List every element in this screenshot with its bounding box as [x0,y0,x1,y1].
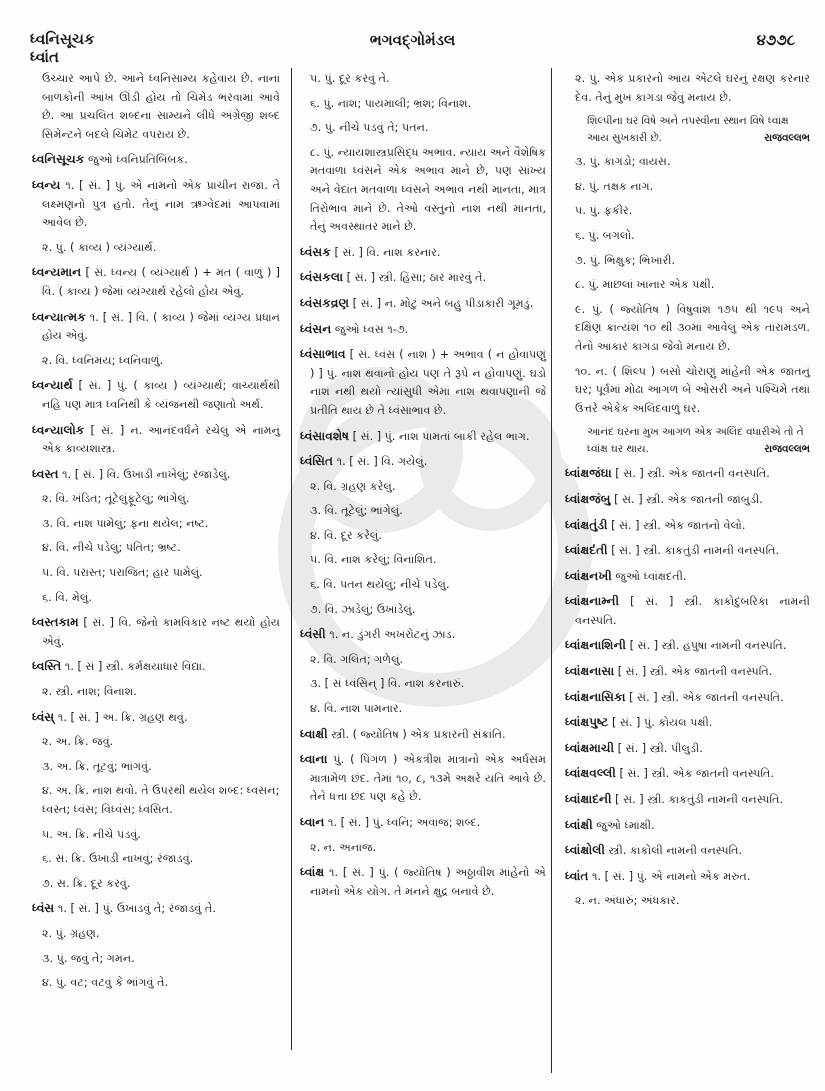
definition-text: પું. ( પિંગળ ) એકત્રીશ માત્રાનો એક અર્ધસમ માત્રામેળ છંદ. તેમાં ૧૦, ૮, ૧૩મે અક્ષરે યતિ આવે છે. તેને ધત્તા છંદ પણ કહે છે. [310,753,546,804]
guide-word-bottom: ધ્વાંત [30,48,59,66]
headword: ધ્વાંક્ષનાસિકા [565,689,626,704]
sub-sense: ૨. પું. ( કાવ્ય ) વ્યંગ્યાર્થ. [42,240,157,254]
quote-source: રાજવલ્લભ [764,443,810,456]
dictionary-entry [565,541,810,561]
headword: ધ્વાંત [565,868,589,883]
page-header [0,0,825,66]
headword: ધ્વાંક્ષ [300,865,325,880]
sub-sense: ૬. વિ. પતન થયેલું; નીચે પડેલું. [310,578,450,592]
definition-text: [ સં. ] સ્ત્રી. કાકતુંડી નામની વનસ્પતિ. [611,793,784,807]
definition-text: ૧. [ સં. ] પું. ( જ્યોતિષ ) અઠ્ઠાવીશ માંહેનો એ નામનો એક યોગ. તે મનને ક્ષુદ્ર બનાવે છે. [310,866,546,898]
dictionary-entry [32,150,280,170]
headword: ધ્વંસક [300,244,331,259]
headword: ધ્વાંક્ષાદની [565,792,612,807]
dictionary-entry [565,739,810,759]
dictionary-entry [32,708,280,728]
definition-text: [ સં. ] સ્ત્રી. એક જાતની વનસ્પતિ. [615,767,774,781]
headword: ધ્વંસકલા [300,270,344,285]
dictionary-entry [300,863,546,901]
dictionary-entry [32,376,280,414]
sub-sense: ૨. સ્ત્રી. નાશ; વિનાશ. [42,685,137,699]
sub-sense: ૩. અ. ક્રિ. તૂટવું; ભાંગવું. [42,759,152,773]
dictionary-column-3 [565,70,810,1071]
sub-sense: ૭. વિ. ઝાડેલું; ઉખાડેલું. [310,602,416,616]
definition-text: [ સં. ] સ્ત્રી. એક જાતની વનસ્પતિ. [625,690,784,704]
definition-text: સ્ત્રી. કાકોલી નામની વનસ્પતિ. [605,844,743,858]
sub-sense: ૫. વિ. પરાસ્ત; પરાજિત; હાર પામેલું. [42,566,203,580]
sub-sense: ૩. પું. જવું તે; ગમન. [42,951,135,965]
sub-sense: ૪. વિ. દૂર કરેલું. [310,528,382,542]
dictionary-entry [300,750,546,807]
dictionary-entry [32,899,280,919]
definition-text: [ સં. ] સ્ત્રી. કાકોદુંબરિકા નામની વનસ્પતિ. [575,595,810,627]
headword: ધ્વન્ય [32,177,61,192]
dictionary-entry [300,268,546,288]
definition-text: ૧. [ સં. ] પું. ધ્વનિ; અવાજ; શબ્દ. [324,816,481,829]
dictionary-entry [565,867,810,887]
dictionary-entry [300,320,546,340]
dictionary-entry [565,764,810,784]
sub-sense: ૬. પું. બગલો. [575,228,635,242]
headword: ધ્વંસિત [300,454,334,469]
headword: ધ્વન્યમાન [32,265,82,280]
sub-sense: ૬. વિ. મેલું. [42,590,92,604]
sub-sense: ૩. પું. કાગડો; વાયસ. [575,155,671,169]
definition-text: [ સં. ] સ્ત્રી. પીલુડી. [614,741,703,755]
headword: ધ્વનિસૂચક [32,152,85,167]
headword: ધ્વાના [300,752,328,767]
sub-sense: ૭. સ. ક્રિ. દૂર કરવું. [42,876,131,890]
guide-word-top: ધ્વનિસૂચક [30,30,95,48]
definition-text: ૧. [ સં ] સ્ત્રી. કર્મક્ષયાધાર વિદ્યા. [61,660,206,674]
dictionary-entry [565,816,810,836]
headword: ધ્વાંક્ષતુંડી [565,517,608,532]
sub-sense: ૩. વિ. નાશ પામેલું; ફના થયેલ; નષ્ટ. [42,516,209,530]
headword: ધ્વાંક્ષપુષ્ટ [565,715,609,730]
definition-text: ૧. [ સં. ] અ. ક્રિ. ગ્રહણ થવું. [54,710,188,724]
dictionary-entry [32,657,280,677]
sub-sense: ૫. અ. ક્રિ. નીચે પડવું. [42,827,141,841]
sub-sense: ૫. પું. દૂર કરવું તે. [310,72,390,85]
headword: ધ્વંસી [300,627,326,642]
headword: ધ્વંસકવ્રણ [300,295,350,310]
sub-sense: ૪. પું. વટ; વટવું કે ભાંગવું તે. [42,976,169,990]
dictionary-entry [565,841,810,861]
sub-sense: ૨. પું. ગ્રહણ. [42,926,100,940]
dictionary-entry [300,345,546,420]
definition-text: ૧. [ સં. ] પું. ઉખાડવું તે; રંજાડવું તે. [54,902,216,916]
definition-text: ૧. [ સં. ] પું. એ નામનો એક પ્રાચીન રાજા. તે લક્ષ્મણનો પુત્ર હતો. તેનું નામ ઋગ્વેદમાં આપવામાં આવેલ છે. [42,178,280,230]
definition-text: ૧. ન. ડુંગરી અખરોટનું ઝાડ. [325,628,456,642]
definition-text: જુઓ ધ્વસ ૧-૭. [331,322,409,336]
headword: ધ્વાંક્ષી [565,817,593,832]
dictionary-entry [32,308,280,346]
sub-sense: ૩. [ સં ધ્વંસિન્ ] વિ. નાશ કરનારું. [310,677,465,691]
headword: ધ્વન્યાત્મક [32,309,86,324]
definition-continuation: ૨. પું. એક પ્રકારનો આય એટલે ઘરનું રક્ષણ કરનાર દેવ. તેનું મુખ કાગડા જેવું મનાય છે. [575,72,810,104]
dictionary-entry [565,490,810,510]
sub-sense: ૨. વિ. ધ્વનિમય; ધ્વનિવાળું. [42,353,164,367]
headword: ધ્વાંક્ષવલ્લી [565,766,616,781]
definition-text: જુઓ ધ્વાંક્ષદંતી. [611,569,687,583]
dictionary-entry [300,452,546,472]
definition-continuation: ૯. પું. ( જ્યોતિષ ) વિષુવાંશ ૧૭૫ થી ૧૯૫ અને દક્ષિણ ક્રાંત્યંશ ૧૦ થી ૩૦માં આવેલું એક તારામંડળ. તેનો આકાર કાગડા જેવો મનાય છે. [575,302,810,353]
headword: ધ્વાંક્ષનખી [565,568,612,583]
dictionary-entry [32,421,280,459]
headword: ધ્વાંક્ષદંતી [565,543,608,558]
headword: ધ્વાંક્ષજંઘા [565,466,612,481]
sub-sense: ૪. વિ. નાશ પામનાર. [310,702,403,716]
headword: ધ્વાંક્ષનાસા [565,664,615,679]
sub-sense: ૨. વિ. ગલિત; ગળેલું. [310,652,404,666]
quote-text: આનંદ ઘરના મુખ આગળ એક અલિંદ વધારીએ તો તે ધ્વાંક્ષ ઘર થાય. [587,426,804,456]
definition-text: જુઓ ધ્વનિપ્રતિબિંબક. [84,153,188,167]
book-title: ભગવદ્ગોમંડલ [369,31,456,49]
sub-sense: ૪. વિ. નીચે પડેલું; પતિત; ભ્રષ્ટ. [42,541,181,555]
headword: ધ્વંસાભાવ [300,347,346,362]
headword: ધ્વંસ્ [32,709,55,724]
definition-text: ૧. [ સં. ] પું. એ નામનો એક મરુત. [588,869,751,883]
sub-sense: ૨. વિ. ગ્રહણ કરેલું. [310,479,396,493]
sub-sense: ૨. વિ. ખંડિત; તૂટેલુંફૂટેલું; ભાંગેલું. [42,492,190,506]
dictionary-entry [32,613,280,651]
headword: ધ્વાંક્ષોલી [565,843,605,858]
headword: ધ્વાન [300,815,325,829]
sub-sense: ૨. ન. અંધારું; અંધકાર. [575,894,680,908]
page-number: ૪૭૭૮ [756,31,795,49]
dictionary-entry [565,464,810,484]
headword: ધ્વસ્તિ [32,659,62,674]
dictionary-entry [300,427,546,447]
dictionary-entry [565,567,810,587]
headword: ધ્વાંક્ષનામ્ની [565,594,620,609]
definition-text: [ સં. ] સ્ત્રી. એક જાતની વનસ્પતિ. [614,665,773,679]
quote-source: રાજવલ્લભ [764,132,810,145]
sub-sense: ૫. વિ. નાશ કરેલું; વિનાશિત. [310,553,437,567]
definition-text: [ સં. ] સ્ત્રી. એક જાતનો વેલો. [607,518,746,532]
headword: ધ્વંસ [32,901,55,916]
definition-text: [ સં. ] વિ. જેનો કામવિકાર નષ્ટ થયો હોય એવું. [42,616,280,648]
headword: ધ્વંસન [300,321,332,336]
headword: ધ્વસ્ત [32,466,59,481]
definition-text: [ સં. ] વિ. નાશ કરનાર. [330,245,441,259]
dictionary-entry [565,713,810,733]
headword: ધ્વાંક્ષમાચી [565,740,615,755]
sub-sense: ૪. અ. ક્રિ. નાશ થવો. તે ઉપરથી થયેલ શબ્દ: ધ્વસન; ધ્વસ્ત; ધ્વંસ; વિધ્વંસ; ધ્વંસિત. [42,784,280,816]
citation-quote [565,113,810,147]
dictionary-entry [565,790,810,810]
headword: ધ્વન્યાર્થ [32,378,73,393]
definition-text: [ સં. ] સ્ત્રી. એક જાતની જાંબુડી. [610,492,763,506]
dictionary-column-1 [32,70,280,1071]
sub-sense: ૫. પું. ફકીર. [575,204,633,218]
dictionary-entry [300,243,546,263]
sub-sense: ૭. પું. ભિક્ષુક; ભિખારી. [575,253,676,267]
sub-sense: ૨. અ. ક્રિ. જવું. [42,735,114,749]
dictionary-entry [32,263,280,301]
definition-text: ૧. [ સં. ] વિ. ગયેલું. [333,455,428,469]
sub-sense: ૮. પું. માછલાં ખાનાર એક પક્ષી. [575,278,715,292]
headword: ધ્વસ્તકામ [32,615,79,630]
definition-text: [ સં. ] પું. નાશ પામતાં બાકી રહેલ ભાગ. [349,429,530,443]
definition-text: ૧. [ સં. ] વિ. ( કાવ્ય ) જેમાં વ્યંગ્ય પ્રધાન હોય એવું. [42,310,280,343]
definition-text: [ સં. ] પું. કોયલ પક્ષી. [608,716,713,730]
dictionary-column-2 [300,70,546,1071]
definition-continuation: ૮. પું. ન્યાયશાસ્ત્રપ્રસિદ્ધ અભાવ. ન્યાય અને વૈશેષિક મતવાળા ધ્વંસને એક અભાવ માને છે, પણ સાંખ્ય અને વેદાંત મતવાળા ધ્વંસને અભાવ નથી માનતા, માત્ર તિરોભાવ માને છે. તેઓ વસ્તુનો નાશ નથી માનતા, તેનું અવસ્થાંતર માને છે. [310,145,546,234]
definition-text: [ સં. ] સ્ત્રી. કાકતુંડી નામની વનસ્પતિ. [607,544,780,558]
dictionary-entry [565,516,810,536]
definition-text: [ સં. ] પું. ( કાવ્ય ) વ્યંગ્યાર્થ; વાચ્યાર્થથી નહિ પણ માત્ર ધ્વનિથી કે વ્યંજનથી જણાતો અર્થ. [42,379,280,411]
headword: ધ્વન્યાલોક [32,422,85,437]
definition-text: [ સં. ] સ્ત્રી. હપુષા નામની વનસ્પતિ. [626,639,787,653]
definition-text: સ્ત્રી. ( જ્યોતિષ ) એક પ્રકારની સંક્રાંતિ. [327,727,506,741]
sub-sense: ૬. સ. ક્રિ. ઉખાડી નાખવું; રંજાડવું. [42,852,194,866]
sub-sense: ૨. ન. અનાજ. [310,840,377,854]
sub-sense: ૪. પું. તક્ષક નાગ. [575,179,654,193]
definition-text: [ સં. ધ્વન્ય ( વ્યંગ્યાર્થ ) + મત ( વાળું ) ] વિ. ( કાવ્ય ) જેમાં વ્યંગ્યાર્થ રહેલો હોય એવું. [42,266,280,298]
dictionary-entry [565,688,810,708]
headword: ધ્વાંક્ષજંબુ [565,491,611,506]
dictionary-entry [565,662,810,682]
sub-sense: ૭. પું. નીચે પડવું તે; પતન. [310,121,429,135]
definition-continuation: ઉચ્ચાર આપે છે. આને ધ્વનિસામ્ય કહેવાય છે. નાનાં બાળકોની આંખ ઊંડી હોય તો ચિમેડ ભરવામાં આવે છે. આ પ્રચલિત શબ્દના સામ્યને લીધે અંગ્રેજી શબ્દ સિમેન્ટને બદલે ચિમેટ વપરાય છે. [42,72,280,141]
column-divider [291,68,292,1050]
definition-text: [ સં. ] સ્ત્રી. હિંસા; ઠાર મારવું તે. [343,271,487,285]
dictionary-entry [300,625,546,645]
dictionary-entry [300,725,546,745]
sub-sense: ૬. પું. નાશ; પાયમાલી; ભ્રંશ; વિનાશ. [310,96,472,110]
dictionary-entry [300,813,546,833]
dictionary-entry [565,592,810,630]
column-divider [551,68,552,1073]
definition-text: [ સં. ધ્વંસ ( નાશ ) + અભાવ ( ન હોવાપણું ) ] પું. નાશ થવાનો હોય પણ તે રૂપે ન હોવાપણું. ઘડો નાશ નથી થયો ત્યાંસુધી એમાં નાશ થવાપણાની જે પ્રતીતિ થાય છે તે ધ્વંસાભાવ છે. [310,348,546,417]
definition-text: [ સં. ] ન. મોટું અને બહુ પીડાકારી ગૂમડું. [349,296,534,310]
dictionary-entry [565,636,810,656]
headword: ધ્વાંક્ષનાશિની [565,638,627,653]
definition-text: [ સં. ] સ્ત્રી. એક જાતની વનસ્પતિ. [611,467,770,481]
dictionary-entry [300,294,546,314]
definition-text: જુઓ ધ્માંક્ષી. [592,818,655,832]
dictionary-entry [32,176,280,233]
sub-sense: ૩. વિ. તૂટેલું; ભાંગેલું. [310,504,403,518]
headword: ધ્વંસાવશેષ [300,428,350,443]
citation-quote [565,424,810,458]
dictionary-entry [32,465,280,485]
definition-text: [ સં. ] ન. આનંદવર્ધને રચેલું એ નામનું એક કાવ્યશાસ્ત્ર. [42,423,280,456]
definition-text: ૧. [ સં. ] વિ. ઉખાડી નાખેલું; રંજાડેલું. [58,467,231,481]
definition-continuation: ૧૦. ન. ( શિલ્પ ) બસો ચોરાણું માંહેની એક જાતનું ઘર; પૂર્વમાં મોઢા આગળ બે ઓસરી અને પશ્ચિમે તથા ઉત્તરે એકેક અલિંદવાળું ઘર. [575,364,810,415]
quote-text: શિલ્પીના ઘર વિષે અને તપસ્વીના સ્થાન વિષે ધ્વાંક્ષ આય સુખકારી છે. [587,115,789,145]
headword: ધ્વાક્ષી [300,726,328,741]
